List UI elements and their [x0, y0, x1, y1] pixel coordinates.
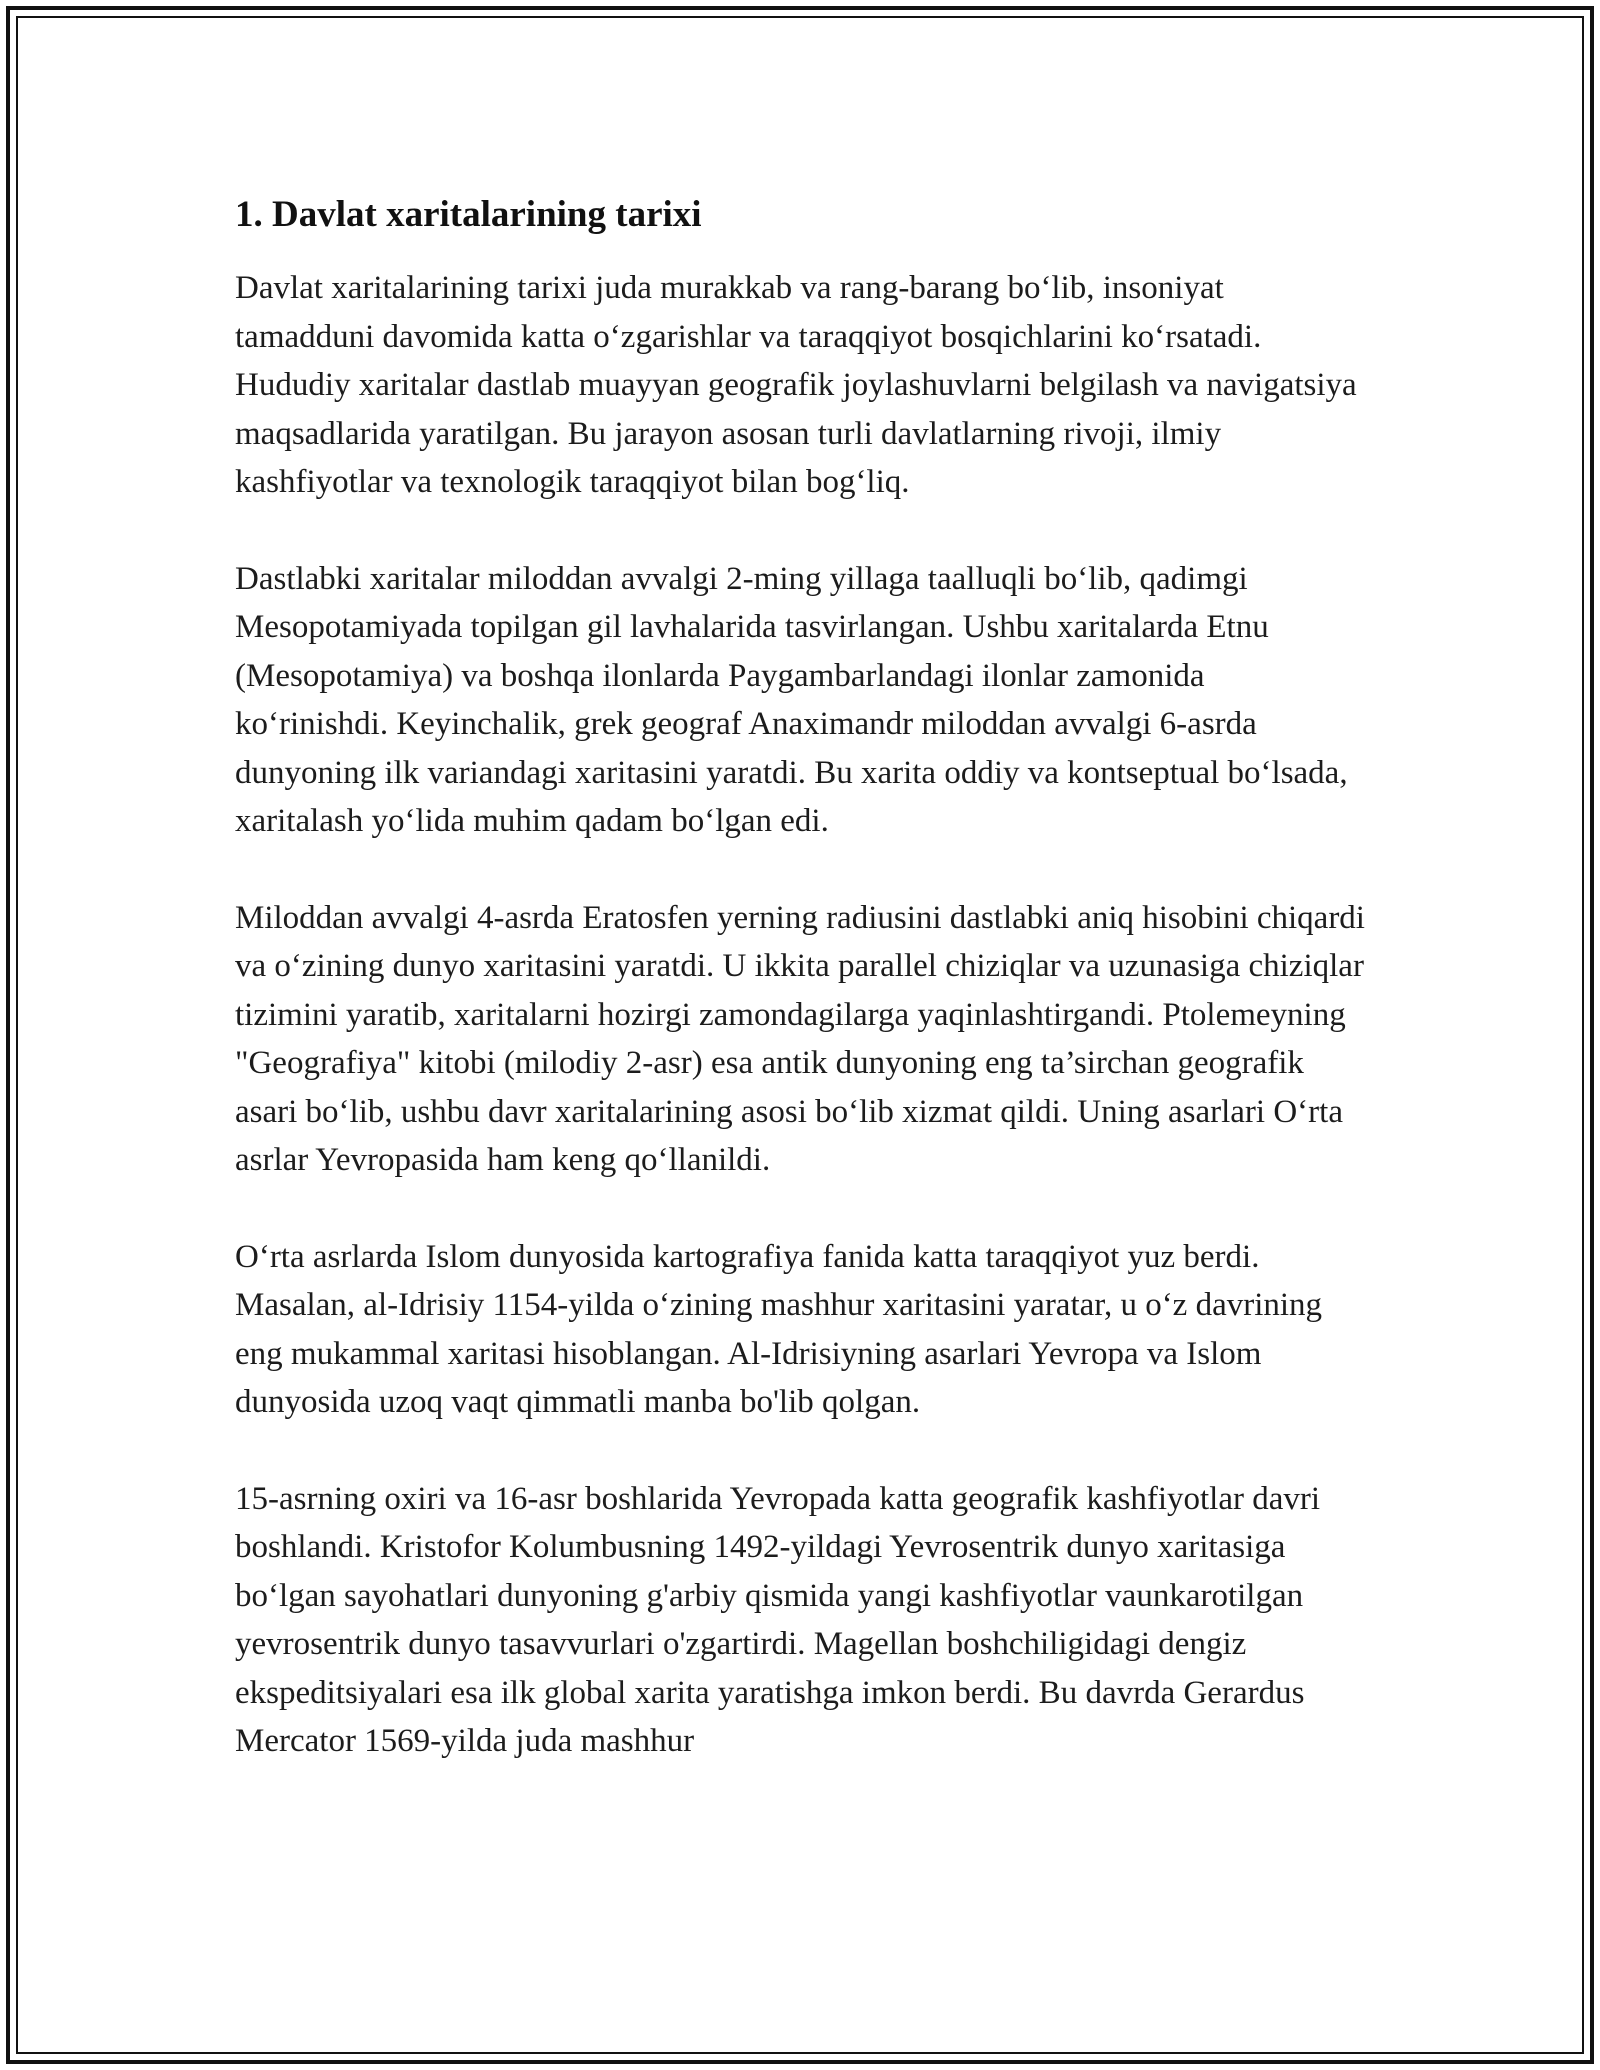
paragraph-3: Miloddan avvalgi 4-asrda Eratosfen yerning radiusini dastlabki aniq hisobini chiqardi va o‘zining dunyo xaritasini yaratdi. U ikkita parallel chiziqlar va uzunasiga chiziqlar tizimini yaratib, xaritalarni hozirgi zamondagilarga yaqinlashtirgandi. Ptolemeyning "Geografiya" kitobi (milodiy 2-asr) esa antik dunyoning eng ta’sirchan geografik asari bo‘lib, ushbu davr xaritalarining asosi bo‘lib xizmat qildi. Uning asarlari O‘rta asrlar Yevropasida ham keng qo‘llanildi. [235, 899, 1365, 1178]
paragraph-1: Davlat xaritalarining tarixi juda murakkab va rang-barang bo‘lib, insoniyat tamadduni davomida katta o‘zgarishlar va taraqqiyot bosqichlarini ko‘rsatadi. Hududiy xaritalar dastlab muayyan geografik joylashuvlarni belgilash va navigatsiya maqsadlarida yaratilgan. Bu jarayon asosan turli davlatlarning rivoji, ilmiy kashfiyotlar va texnologik taraqqiyot bilan bog‘liq. [235, 270, 1357, 500]
paragraph-4: O‘rta asrlarda Islom dunyosida kartografiya fanida katta taraqqiyot yuz berdi. Masalan, al-Idrisiy 1154-yilda o‘zining mashhur xaritasini yaratar, u o‘z davrining eng mukammal xaritasi hisoblangan. Al-Idrisiyning asarlari Yevropa va Islom dunyosida uzoq vaqt qimmatli manba bo'lib qolgan. [235, 1238, 1323, 1420]
section-heading: 1. Davlat xaritalarining tarixi [235, 194, 702, 235]
paragraph-2: Dastlabki xaritalar miloddan avvalgi 2-ming yillaga taalluqli bo‘lib, qadimgi Mesopotamiyada topilgan gil lavhalarida tasvirlangan. Ushbu xaritalarda Etnu (Mesopotamiya) va boshqa ilonlarda Paygambarlandagi ilonlar zamonida ko‘rinishdi. Keyinchalik, grek geograf Anaximandr miloddan avvalgi 6-asrda dunyoning ilk variandagi xaritasini yaratdi. Bu xarita oddiy va kontseptual bo‘lsada, xaritalash yo‘lida muhim qadam bo‘lgan edi. [235, 560, 1348, 839]
paragraph-5: 15-asrning oxiri va 16-asr boshlarida Yevropada katta geografik kashfiyotlar davri boshlandi. Kristofor Kolumbusning 1492-yildagi Yevrosentrik dunyo xaritasiga bo‘lgan sayohatlari dunyoning g'arbiy qismida yangi kashfiyotlar vaunkarotilgan yevrosentrik dunyo tasavvurlari o'zgartirdi. Magellan boshchiligidagi dengiz ekspeditsiyalari esa ilk global xarita yaratishga imkon berdi. Bu davrda Gerardus Mercator 1569-yilda juda mashhur [235, 1480, 1321, 1759]
document-body [235, 188, 1365, 1814]
